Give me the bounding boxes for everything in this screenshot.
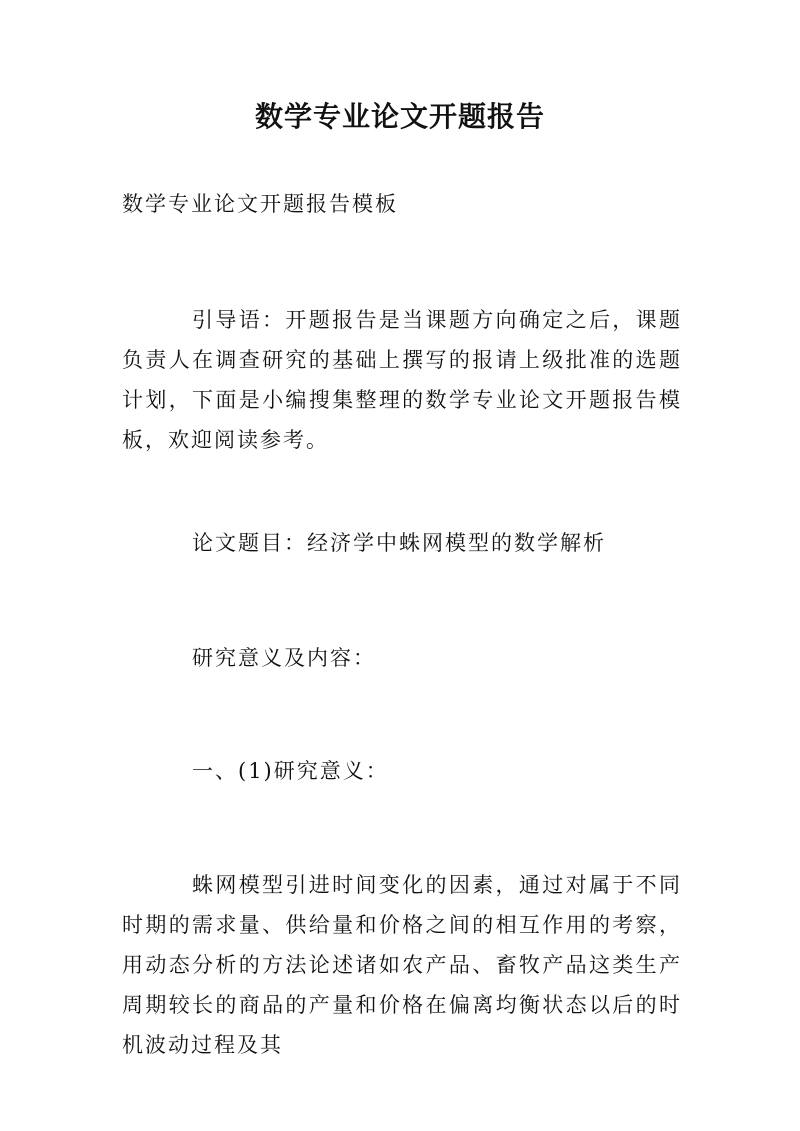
body-paragraph: 蛛网模型引进时间变化的因素，通过对属于不同时期的需求量、供给量和价格之间的相互作用的考察，用动态分析的方法论述诸如农产品、畜牧产品这类生产周期较长的商品的产量和价格在偏离均衡状态以后的时机波动过程及其	[122, 873, 682, 1057]
document-title: 数学专业论文开题报告	[254, 100, 545, 133]
research-meaning-heading: 研究意义及内容：	[192, 646, 376, 670]
document-subtitle: 数学专业论文开题报告模板	[122, 192, 398, 216]
topic-paragraph: 论文题目：经济学中蛛网模型的数学解析	[192, 531, 606, 555]
section-1-heading: 一、(1)研究意义：	[192, 759, 389, 783]
intro-paragraph: 引导语：开题报告是当课题方向确定之后，课题负责人在调查研究的基础上撰写的报请上级批准的选题计划，下面是小编搜集整理的数学专业论文开题报告模板，欢迎阅读参考。	[122, 308, 682, 452]
